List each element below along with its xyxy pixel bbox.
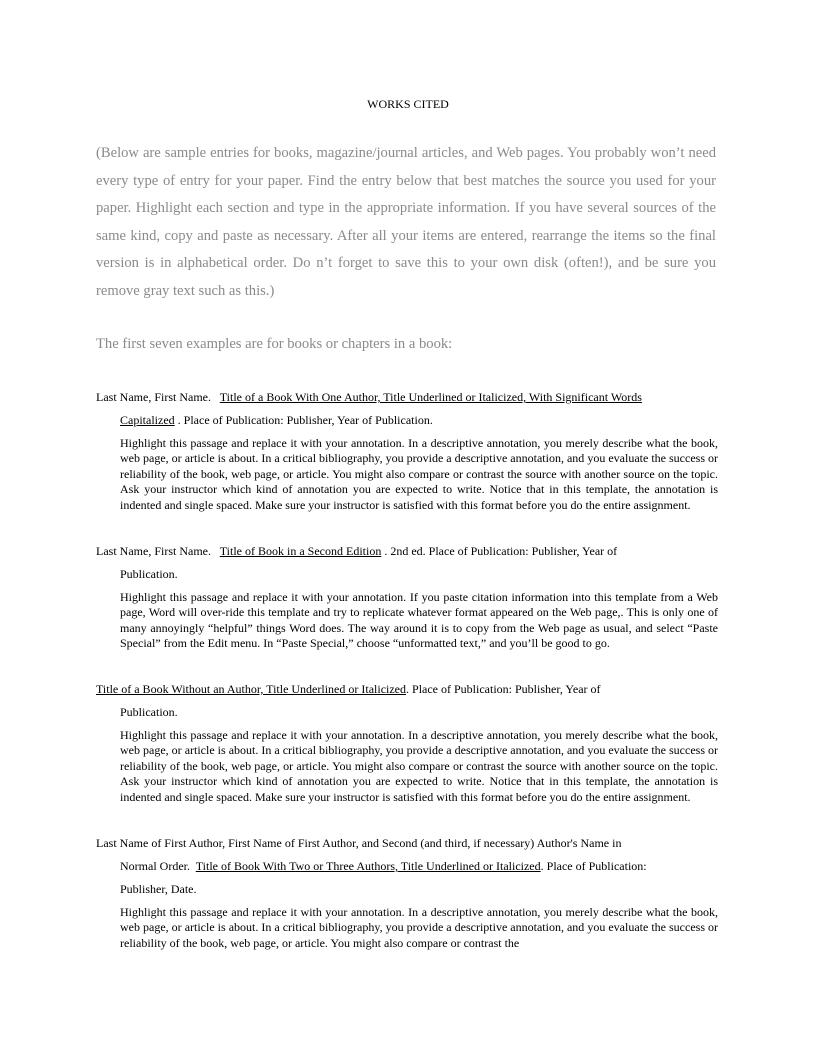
intro-paragraph: (Below are sample entries for books, magazine/journal articles, and Web pages. You probably won’t need every type of entry for your paper. Find the entry below that best matches the source you used for your paper. Highlight each section and type in the appropriate information. If you have several sources of the same kind, copy and paste as necessary. After all your items are entered, rearrange the items so the final version is in alphabetical order. Do n’t forget to save this to your own disk (often!), and be sure you remove gray text such as this.) xyxy=(96,145,716,299)
citation-title: Title of Book With Two or Three Authors, Title Underlined or Italicized xyxy=(195,859,541,873)
citation-title-continued: Capitalized xyxy=(120,413,175,427)
page-title: WORKS CITED xyxy=(367,97,449,111)
citation-entry-3 xyxy=(96,678,716,724)
citation-entry-2 xyxy=(96,540,716,586)
citation-entry-1 xyxy=(96,386,716,432)
annotation-4: Highlight this passage and replace it with your annotation. In a descriptive annotation, you merely describe what the book, web page, or article is about. In a critical bibliography, you provide a descriptive annotation, and you evaluate the success or reliability of the book, web page, or article. You might also compare or contrast the xyxy=(120,905,718,950)
citation-author: Last Name, First Name. xyxy=(96,390,220,404)
annotation-3: Highlight this passage and replace it with your annotation. In a descriptive annotation, you merely describe what the book, web page, or article is about. In a critical bibliography, you provide a descriptive annotation, and you evaluate the success or reliability of the book, web page, or article. You might also compare or contrast the source with another source on the topic. Ask your instructor which kind of annotation you are expected to write. Notice that in this template, the annotation is indented and single spaced. Make sure your instructor is satisfied with this format before you do the entire assignment. xyxy=(120,728,718,804)
citation-publication: . Place of Publication: Publisher, Year of Publication. xyxy=(174,413,433,427)
citation-publication: . Place of Publication: xyxy=(540,859,647,873)
citation-publication: . 2nd ed. Place of Publication: Publisher, Year of xyxy=(381,544,618,558)
annotation-1: Highlight this passage and replace it with your annotation. In a descriptive annotation, you merely describe what the book, web page, or article is about. In a critical bibliography, you provide a descriptive annotation, and you evaluate the success or reliability of the book, web page, or article. You might also compare or contrast the source with another source on the topic. Ask your instructor which kind of annotation you are expected to write. Notice that in this template, the annotation is indented and single spaced. Make sure your instructor is satisfied with this format before you do the entire assignment. xyxy=(120,436,718,512)
citation-authors-continued: Normal Order. xyxy=(120,859,196,873)
citation-authors: Last Name of First Author, First Name of First Author, and Second (and third, if necessary) Author's Name in xyxy=(96,836,622,850)
citation-publication-continued: Publication. xyxy=(120,705,178,719)
annotation-2: Highlight this passage and replace it with your annotation. If you paste citation information into this template from a Web page, Word will over-ride this template and try to replicate whatever format appeared on the Web page,. This is only one of many annoyingly “helpful” things Word does. The way around it is to copy from the Web page as usual, and select “Paste Special” from the Edit menu. In “Paste Special,” choose “unformatted text,” and you’ll be good to go. xyxy=(120,590,718,651)
citation-title: Title of a Book Without an Author, Title Underlined or Italicized xyxy=(96,682,407,696)
citation-publisher-date: Publisher, Date. xyxy=(120,882,197,896)
citation-author: Last Name, First Name. xyxy=(96,544,220,558)
citation-publication-continued: Publication. xyxy=(120,567,178,581)
citation-title: Title of a Book With One Author, Title Underlined or Italicized, With Significant Words xyxy=(219,390,642,404)
intro-subheading: The first seven examples are for books or chapters in a book: xyxy=(96,336,453,352)
citation-title: Title of Book in a Second Edition xyxy=(219,544,382,558)
citation-entry-4 xyxy=(96,832,716,901)
citation-publication: . Place of Publication: Publisher, Year of xyxy=(406,682,601,696)
